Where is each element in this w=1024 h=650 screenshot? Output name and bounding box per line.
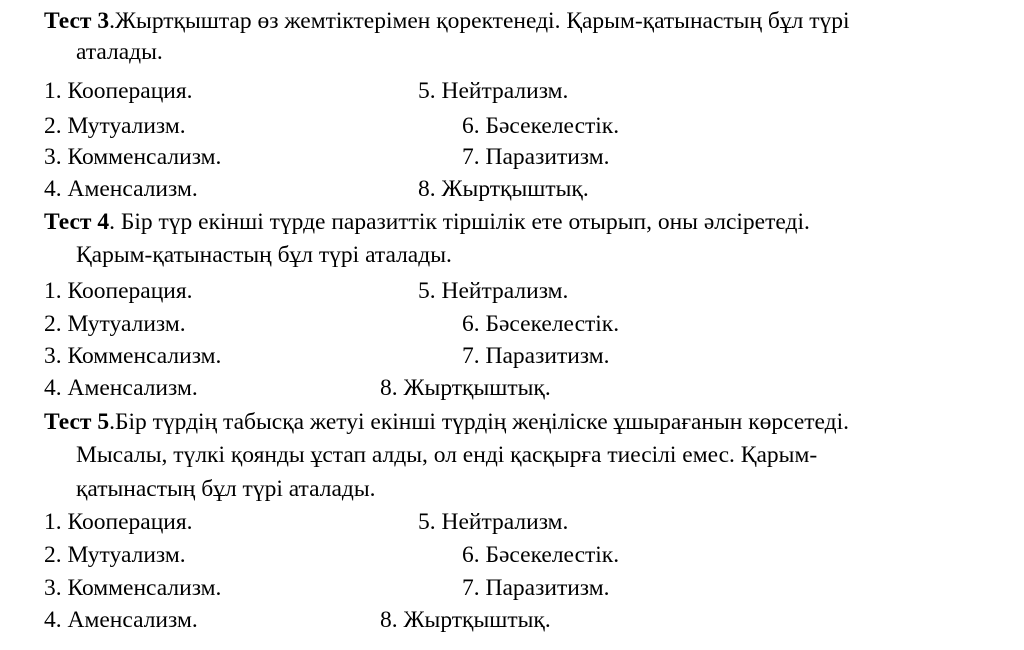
test-5-option-4: 4. Аменсализм. — [44, 607, 198, 633]
test-5-question-line-2: Мысалы, түлкі қоянды ұстап алды, ол енді қасқырға тиесілі емес. Қарым- — [76, 442, 818, 468]
test-5-option-5: 5. Нейтрализм. — [418, 509, 569, 535]
test-4-option-2: 2. Мутуализм. — [44, 311, 186, 337]
test-3-option-4: 4. Аменсализм. — [44, 176, 198, 202]
test-3-option-5: 5. Нейтрализм. — [418, 78, 569, 104]
test-3-option-8: 8. Жыртқыштық. — [418, 176, 589, 202]
test-5-question-line-1 — [44, 407, 849, 438]
test-5-option-6: 6. Бәсекелестік. — [462, 542, 620, 568]
test-4-question-line-1 — [44, 207, 810, 238]
test-4-option-3: 3. Комменсализм. — [44, 343, 222, 369]
test-4-label: Тест 4 — [44, 209, 110, 235]
test-5-question-line-3: қатынастың бұл түрі аталады. — [76, 476, 376, 502]
test-3-option-7: 7. Паразитизм. — [462, 144, 610, 170]
test-3-option-2: 2. Мутуализм. — [44, 113, 186, 139]
test-4-option-6: 6. Бәсекелестік. — [462, 311, 620, 337]
test-5-option-2: 2. Мутуализм. — [44, 542, 186, 568]
test-4-option-8: 8. Жыртқыштық. — [380, 375, 551, 401]
test-3-question-line-2: аталады. — [76, 39, 163, 65]
test-5-option-3: 3. Комменсализм. — [44, 575, 222, 601]
test-4-option-1: 1. Кооперация. — [44, 278, 193, 304]
test-4-option-4: 4. Аменсализм. — [44, 375, 198, 401]
test-3-text-1: .Жыртқыштар өз жемтіктерімен қоректенеді. Қарым-қатынастың бұл түрі — [109, 8, 850, 34]
test-5-option-1: 1. Кооперация. — [44, 509, 193, 535]
test-3-option-6: 6. Бәсекелестік. — [462, 113, 620, 139]
test-5-text-1: .Бір түрдің табысқа жетуі екінші түрдің жеңіліске ұшырағанын көрсетеді. — [109, 409, 850, 435]
test-3-option-3: 3. Комменсализм. — [44, 144, 222, 170]
test-5-label: Тест 5 — [44, 409, 110, 435]
test-4-option-7: 7. Паразитизм. — [462, 343, 610, 369]
test-5-option-8: 8. Жыртқыштық. — [380, 607, 551, 633]
test-4-option-5: 5. Нейтрализм. — [418, 278, 569, 304]
test-3-question-line-1 — [44, 6, 850, 37]
test-3-option-1: 1. Кооперация. — [44, 78, 193, 104]
test-5-option-7: 7. Паразитизм. — [462, 575, 610, 601]
test-4-text-1: . Бір түр екінші түрде паразиттік тіршілік ете отырып, оны әлсіретеді. — [109, 209, 810, 235]
test-4-question-line-2: Қарым-қатынастың бұл түрі аталады. — [76, 242, 452, 268]
test-3-label: Тест 3 — [44, 8, 110, 34]
